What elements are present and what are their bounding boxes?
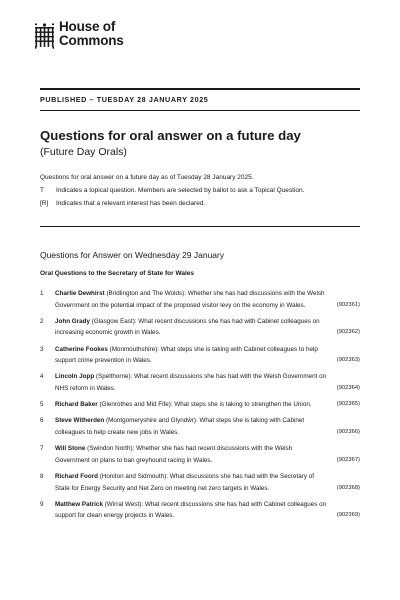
page-subtitle: (Future Day Orals) bbox=[40, 146, 127, 158]
member-name: Richard Foord bbox=[55, 473, 99, 481]
constituency: (Montgomeryshire and Glyndŵr): bbox=[104, 417, 200, 425]
question-item bbox=[40, 371, 360, 394]
question-ref: (902365) bbox=[336, 401, 360, 408]
question-number: 7 bbox=[40, 445, 44, 453]
top-rule bbox=[40, 88, 360, 90]
member-name: Steve Witherden bbox=[55, 417, 105, 425]
section-heading: Questions for Answer on Wednesday 29 January bbox=[40, 250, 225, 260]
question-text: What steps she is taking to strengthen the Union. bbox=[174, 401, 312, 409]
question-item bbox=[40, 443, 360, 466]
constituency: (Monmouthshire): bbox=[107, 345, 161, 353]
question-number: 8 bbox=[40, 473, 44, 481]
question-ref: (902362) bbox=[336, 329, 360, 336]
constituency: (Honiton and Sidmouth): bbox=[98, 473, 170, 481]
house-of-commons-logo bbox=[34, 20, 124, 50]
published-rule bbox=[40, 110, 360, 111]
question-item bbox=[40, 316, 360, 339]
member-name: Will Stone bbox=[55, 445, 86, 453]
published-date: PUBLISHED – TUESDAY 28 JANUARY 2025 bbox=[40, 95, 209, 104]
member-name: Lincoln Jopp bbox=[55, 373, 95, 381]
section-rule bbox=[40, 226, 360, 227]
question-item bbox=[40, 499, 360, 522]
member-name: Charlie Dewhirst bbox=[55, 290, 105, 297]
legend-interest bbox=[40, 200, 205, 207]
question-item bbox=[40, 415, 360, 438]
legend-topical bbox=[40, 187, 304, 194]
member-name: Catherine Fookes bbox=[55, 345, 108, 353]
logo-line-1: House of bbox=[59, 19, 116, 34]
question-ref: (902363) bbox=[336, 357, 360, 364]
question-item bbox=[40, 288, 360, 311]
question-number: 5 bbox=[40, 401, 44, 409]
page-title: Questions for oral answer on a future day bbox=[40, 128, 301, 143]
constituency: (Bridlington and The Wolds): bbox=[104, 290, 188, 297]
legend-key: T bbox=[40, 187, 44, 194]
portcullis-icon bbox=[34, 22, 55, 50]
question-ref: (902369) bbox=[336, 512, 360, 519]
question-number: 2 bbox=[40, 317, 44, 325]
constituency: (Spelthorne): bbox=[94, 373, 135, 381]
question-number: 4 bbox=[40, 373, 44, 381]
question-ref: (902367) bbox=[336, 456, 360, 463]
question-number: 3 bbox=[40, 345, 44, 353]
question-ref: (902361) bbox=[336, 301, 360, 308]
question-item bbox=[40, 471, 360, 494]
question-number: 1 bbox=[40, 290, 44, 297]
legend-text: Indicates that a relevant interest has been declared. bbox=[56, 200, 206, 207]
legend-text: Indicates a topical question. Members are selected by ballot to ask a Topical Question. bbox=[56, 187, 305, 194]
intro-text: Questions for oral answer on a future day as of Tuesday 28 January 2025. bbox=[40, 174, 254, 181]
logo-text bbox=[59, 20, 124, 48]
logo-line-2: Commons bbox=[59, 33, 124, 48]
question-ref: (902364) bbox=[336, 384, 360, 391]
constituency: (Glasgow East): bbox=[90, 317, 139, 325]
question-text: What recent discussions she has had with the Welsh Government on NHS reform in Wales. bbox=[55, 373, 327, 392]
question-item bbox=[40, 344, 360, 367]
legend-key: [R] bbox=[40, 200, 49, 207]
question-text: What recent discussions she has had with Cabinet colleagues on increasing economic growth in Wales. bbox=[55, 317, 320, 337]
question-text: What steps she is taking with Cabinet colleagues to help support crime prevention in Wales. bbox=[55, 345, 318, 365]
question-number: 6 bbox=[40, 417, 44, 425]
question-text: What recent discussions she has had with Cabinet colleagues on support for clean energy projects in Wales. bbox=[55, 500, 327, 520]
constituency: (Glenrothes and Mid Fife): bbox=[97, 401, 175, 409]
question-text: What discussions she has had with the Secretary of State for Energy Security and Net Zero on meeting net zero targets in Wales. bbox=[55, 473, 314, 492]
question-text: Whether she has had discussions with the Welsh Government on the potential impact of the proposed visitor levy on the economy in Wales. bbox=[55, 290, 325, 309]
question-item bbox=[40, 399, 360, 411]
question-text: Whether she has had recent discussions with the Welsh Government on plans to ban greyhound racing in Wales. bbox=[55, 445, 293, 464]
question-text: What steps she is taking with Cabinet colleagues to help create new jobs in Wales. bbox=[55, 417, 305, 436]
department-heading: Oral Questions to the Secretary of State for Wales bbox=[40, 270, 194, 277]
question-ref: (902366) bbox=[336, 428, 360, 435]
constituency: (Wirral West): bbox=[102, 500, 145, 508]
member-name: Matthew Patrick bbox=[55, 500, 103, 508]
member-name: Richard Baker bbox=[55, 401, 98, 409]
member-name: John Grady bbox=[55, 317, 90, 325]
question-number: 9 bbox=[40, 500, 44, 508]
question-ref: (902368) bbox=[336, 484, 360, 491]
constituency: (Swindon North): bbox=[85, 445, 137, 453]
questions-list bbox=[40, 288, 360, 527]
